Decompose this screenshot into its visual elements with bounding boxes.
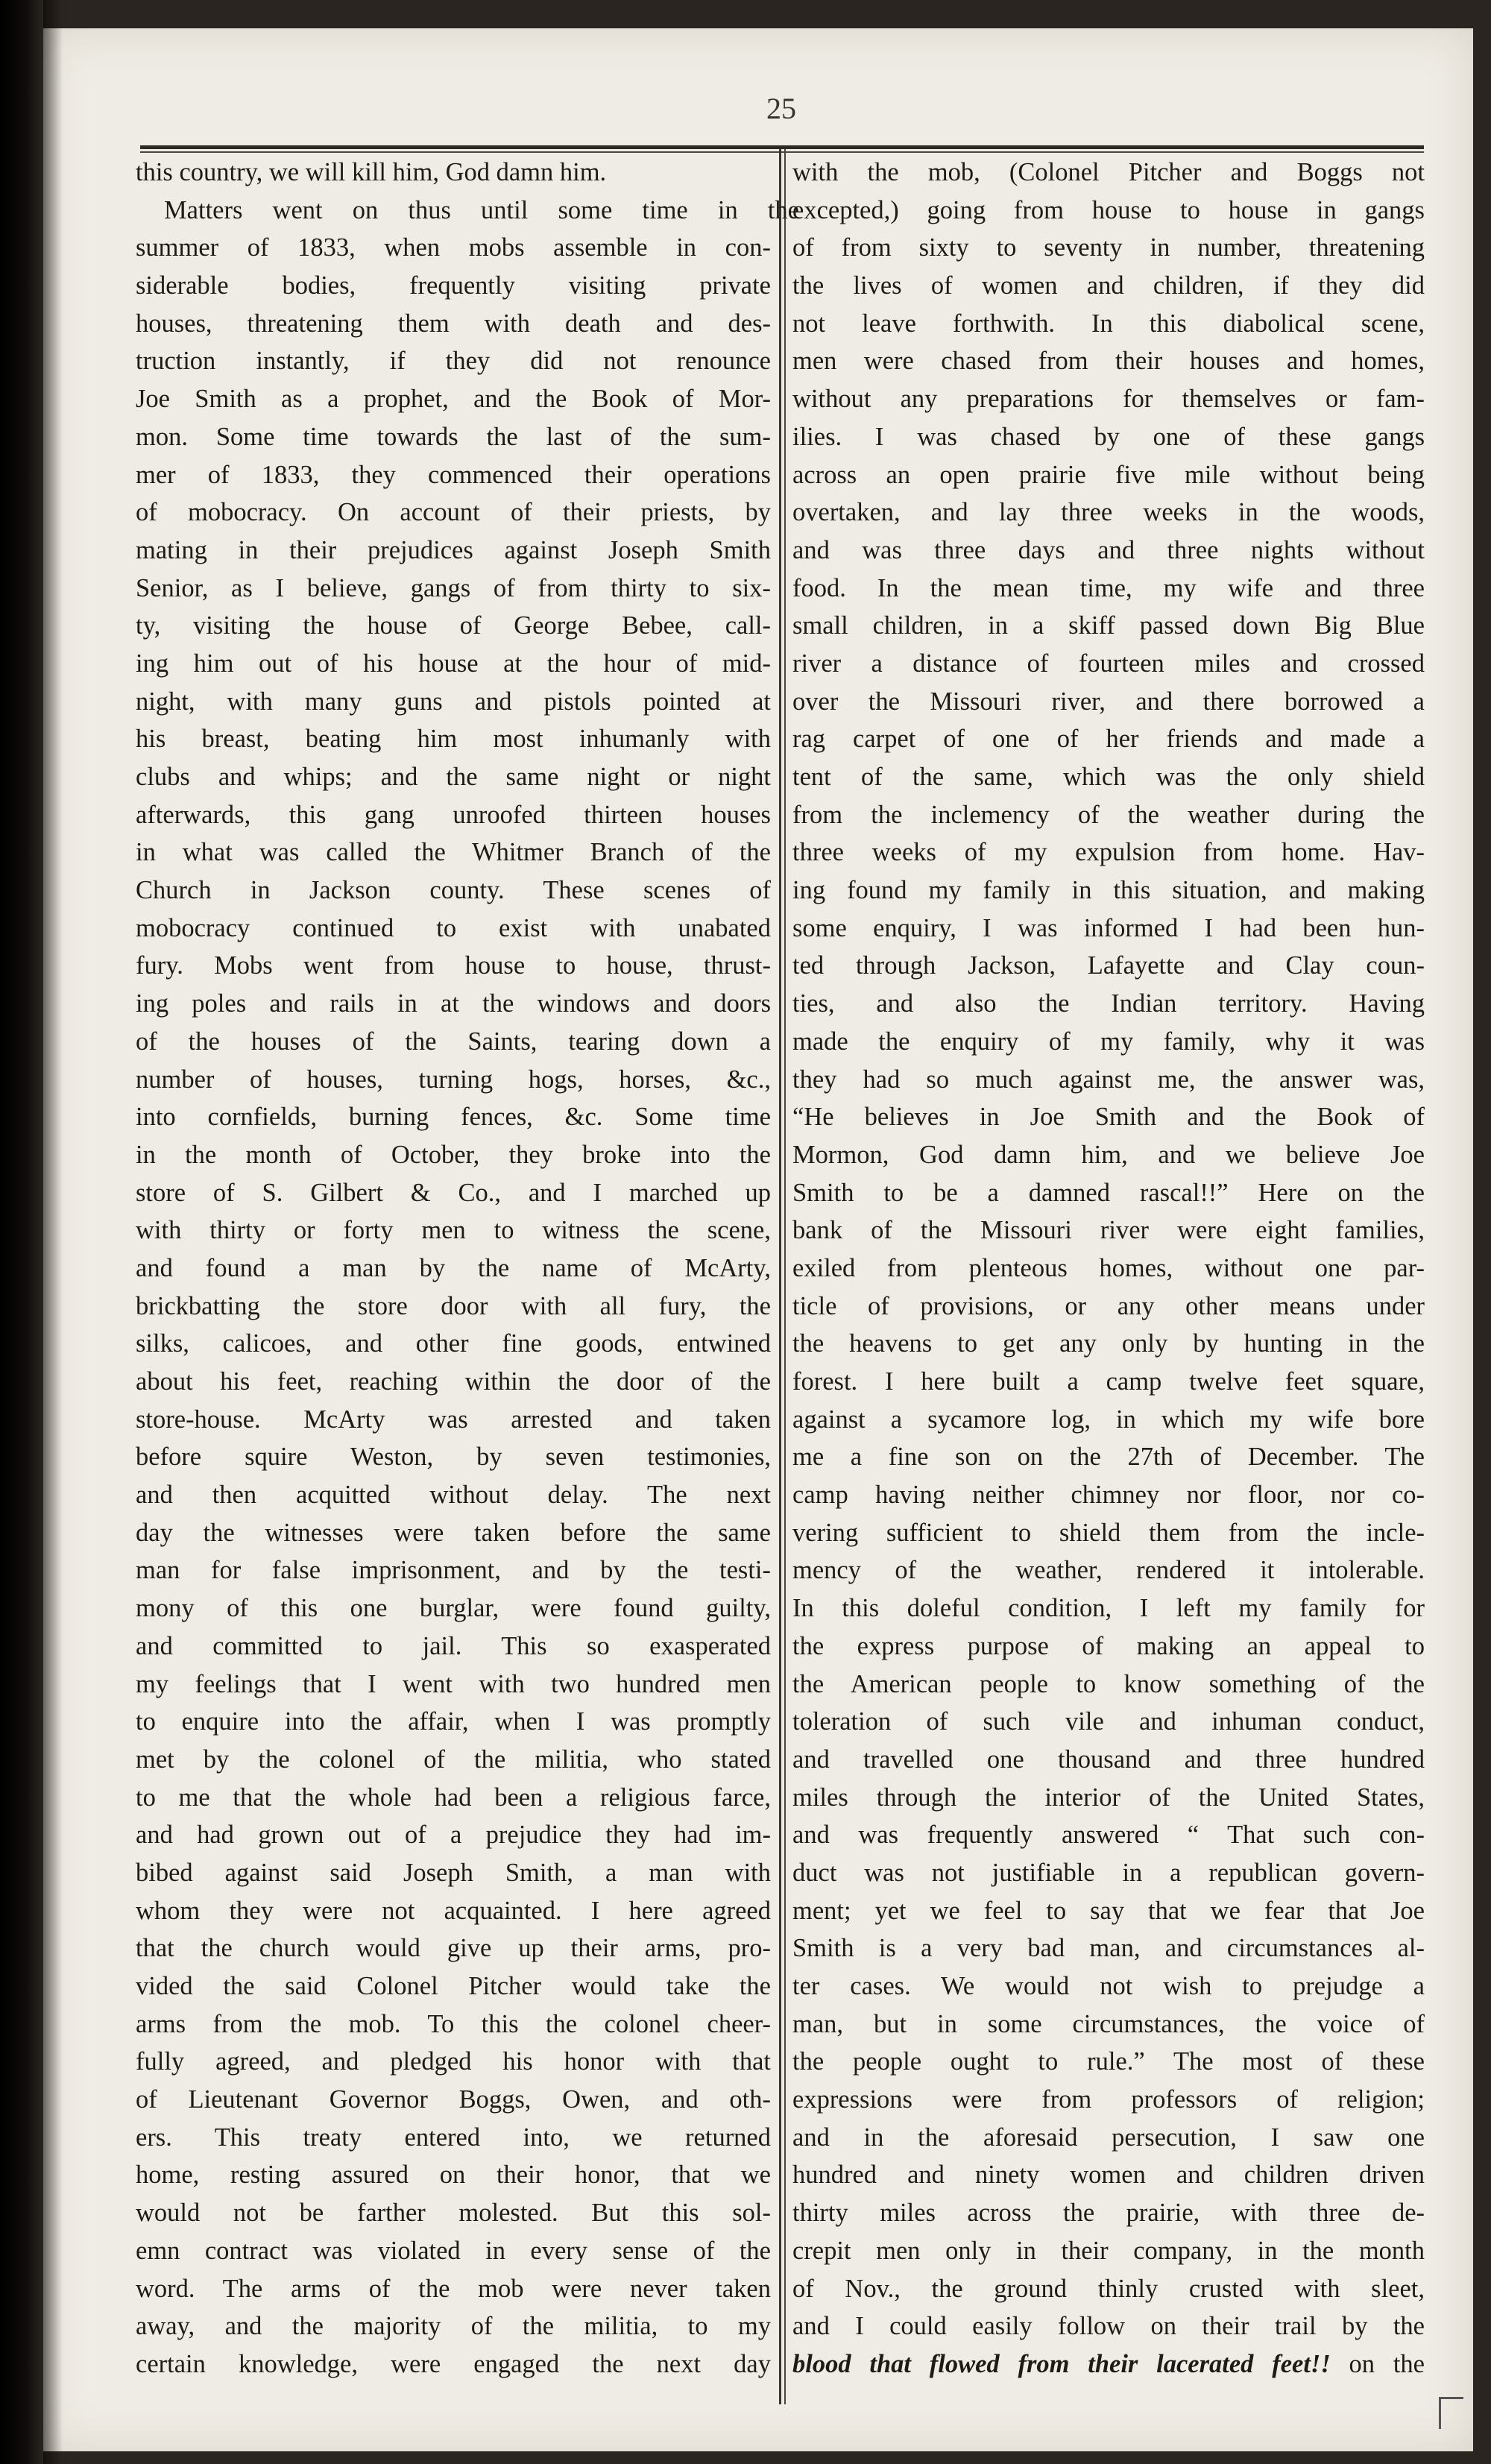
text-line: exiled from plenteous homes, without one par- — [792, 1253, 1425, 1282]
text-line: Mormon, God damn him, and we believe Joe — [792, 1140, 1425, 1169]
text-line: siderable bodies, frequently visiting private — [136, 271, 771, 300]
text-line: mon. Some time towards the last of the sum- — [136, 422, 771, 451]
text-line: and then acquitted without delay. The next — [136, 1481, 771, 1510]
text-line: rag carpet of one of her friends and made a — [792, 725, 1425, 754]
text-line: Smith to be a damned rascal!!” Here on the — [792, 1178, 1425, 1207]
text-line: Church in Jackson county. These scenes of — [136, 876, 771, 905]
text-line: the people ought to rule.” The most of these — [792, 2047, 1425, 2076]
text-line: “He believes in Joe Smith and the Book of — [792, 1103, 1425, 1132]
column-divider-secondary — [784, 149, 786, 2404]
text-line: man for false imprisonment, and by the testi- — [136, 1556, 771, 1585]
text-line: from the inclemency of the weather during the — [792, 800, 1425, 829]
column-divider — [779, 149, 781, 2404]
text-line: would not be farther molested. But this sol- — [136, 2199, 771, 2228]
text-line: day the witnesses were taken before the same — [136, 1518, 771, 1547]
text-line: ted through Jackson, Lafayette and Clay coun- — [792, 951, 1425, 980]
text-line: some enquiry, I was informed I had been hun- — [792, 913, 1425, 942]
text-line: without any preparations for themselves or fam- — [792, 385, 1425, 414]
text-line: fully agreed, and pledged his honor with that — [136, 2047, 771, 2076]
text-line: bibed against said Joseph Smith, a man with — [136, 1858, 771, 1887]
text-line: the American people to know something of the — [792, 1669, 1425, 1698]
text-line: ilies. I was chased by one of these gangs — [792, 422, 1425, 451]
text-line: overtaken, and lay three weeks in the woods, — [792, 498, 1425, 527]
text-line: my feelings that I went with two hundred men — [136, 1669, 771, 1698]
text-line: and found a man by the name of McArty, — [136, 1253, 771, 1282]
text-line: against a sycamore log, in which my wife bore — [792, 1405, 1425, 1434]
page-number: 25 — [766, 92, 796, 125]
text-line: and travelled one thousand and three hundred — [792, 1745, 1425, 1774]
text-line: me a fine son on the 27th of December. The — [792, 1443, 1425, 1472]
text-line: home, resting assured on their honor, that we — [136, 2161, 771, 2190]
text-line: Matters went on thus until some time in the — [164, 195, 799, 224]
text-line: small children, in a skiff passed down Big Blue — [792, 611, 1425, 640]
text-line: mony of this one burglar, were found guilty, — [136, 1594, 771, 1623]
text-line: tent of the same, which was the only shield — [792, 763, 1425, 791]
text-line: word. The arms of the mob were never taken — [136, 2274, 771, 2303]
text-line: vering sufficient to shield them from the incle- — [792, 1518, 1425, 1547]
text-line: Senior, as I believe, gangs of from thirty to six- — [136, 573, 771, 602]
text-line: expressions were from professors of religion; — [792, 2085, 1425, 2114]
text-line: camp having neither chimney nor floor, nor co- — [792, 1481, 1425, 1510]
text-line: three weeks of my expulsion from home. Hav- — [792, 838, 1425, 867]
text-line: miles through the interior of the United States, — [792, 1783, 1425, 1812]
text-line: ing him out of his house at the hour of mid- — [136, 649, 771, 678]
book-binding-edge — [0, 0, 43, 2464]
text-line: vided the said Colonel Pitcher would take the — [136, 1972, 771, 2000]
text-line: brickbatting the store door with all fury, the — [136, 1291, 771, 1320]
text-line: of from sixty to seventy in number, threatening — [792, 233, 1425, 262]
text-line: food. In the mean time, my wife and three — [792, 573, 1425, 602]
text-line: not leave forthwith. In this diabolical scene, — [792, 309, 1425, 338]
text-line: and had grown out of a prejudice they had im- — [136, 1821, 771, 1850]
text-line: thirty miles across the prairie, with three de- — [792, 2199, 1425, 2228]
text-line: ment; yet we feel to say that we fear that Joe — [792, 1896, 1425, 1925]
corner-mark — [1439, 2397, 1463, 2429]
header-rule — [140, 145, 1424, 149]
text-line: ter cases. We would not wish to prejudge a — [792, 1972, 1425, 2000]
text-line: river a distance of fourteen miles and crossed — [792, 649, 1425, 678]
text-line: emn contract was violated in every sense of the — [136, 2236, 771, 2265]
text-line: and committed to jail. This so exasperated — [136, 1631, 771, 1660]
left-text-column — [136, 154, 799, 2390]
text-line: whom they were not acquainted. I here agreed — [136, 1896, 771, 1925]
text-line: with thirty or forty men to witness the scene, — [136, 1216, 771, 1245]
gutter-shadow — [43, 0, 63, 2464]
text-line-final — [792, 2345, 1425, 2383]
text-line: man, but in some circumstances, the voice of — [792, 2009, 1425, 2038]
text-line: clubs and whips; and the same night or night — [136, 763, 771, 791]
text-line: the lives of women and children, if they did — [792, 271, 1425, 300]
text-line: of Lieutenant Governor Boggs, Owen, and oth- — [136, 2085, 771, 2114]
text-line: and was frequently answered “ That such con- — [792, 1821, 1425, 1850]
text-line: bank of the Missouri river were eight families, — [792, 1216, 1425, 1245]
text-line: houses, threatening them with death and des- — [136, 309, 771, 338]
text-line: In this doleful condition, I left my family for — [792, 1594, 1425, 1623]
text-line: and in the aforesaid persecution, I saw one — [792, 2123, 1425, 2152]
text-line: Joe Smith as a prophet, and the Book of Mor- — [136, 385, 771, 414]
text-line: mer of 1833, they commenced their operations — [136, 460, 771, 489]
text-line: duct was not justifiable in a republican govern- — [792, 1858, 1425, 1887]
text-line: mency of the weather, rendered it intolerable. — [792, 1556, 1425, 1585]
right-text-column — [792, 154, 1425, 2390]
text-line: ing found my family in this situation, and making — [792, 876, 1425, 905]
text-line: his breast, beating him most inhumanly with — [136, 725, 771, 754]
text-line: they had so much against me, the answer was, — [792, 1065, 1425, 1094]
text-line: silks, calicoes, and other fine goods, entwined — [136, 1329, 771, 1358]
text-line: before squire Weston, by seven testimonies, — [136, 1443, 771, 1472]
text-line: afterwards, this gang unroofed thirteen houses — [136, 800, 771, 829]
text-line: in the month of October, they broke into the — [136, 1140, 771, 1169]
text-line: arms from the mob. To this the colonel cheer- — [136, 2009, 771, 2038]
text-line: store of S. Gilbert & Co., and I marched up — [136, 1178, 771, 1207]
text-line: the heavens to get any only by hunting in the — [792, 1329, 1425, 1358]
text-line: hundred and ninety women and children driven — [792, 2161, 1425, 2190]
text-line: night, with many guns and pistols pointed at — [136, 687, 771, 716]
final-line-tail: on the — [1330, 2349, 1425, 2378]
text-line: number of houses, turning hogs, horses, &c., — [136, 1065, 771, 1094]
header-rule-thin — [140, 151, 1424, 153]
text-line: ties, and also the Indian territory. Having — [792, 989, 1425, 1018]
text-line: to me that the whole had been a religious farce, — [136, 1783, 771, 1812]
text-line: summer of 1833, when mobs assemble in con- — [136, 233, 771, 262]
text-line: over the Missouri river, and there borrowed a — [792, 687, 1425, 716]
text-line: that the church would give up their arms, pro- — [136, 1934, 771, 1963]
text-line: with the mob, (Colonel Pitcher and Boggs not — [792, 158, 1425, 186]
text-line: and I could easily follow on their trail by the — [792, 2312, 1425, 2341]
text-line: ers. This treaty entered into, we returned — [136, 2123, 771, 2152]
text-line: ing poles and rails in at the windows and doors — [136, 989, 771, 1018]
text-line: met by the colonel of the militia, who stated — [136, 1745, 771, 1774]
text-line: ty, visiting the house of George Bebee, call- — [136, 611, 771, 640]
text-line: about his feet, reaching within the door of the — [136, 1367, 771, 1396]
text-line: toleration of such vile and inhuman conduct, — [792, 1707, 1425, 1736]
text-line: of Nov., the ground thinly crusted with sleet, — [792, 2274, 1425, 2303]
text-line: into cornfields, burning fences, &c. Some time — [136, 1103, 771, 1132]
text-line: store-house. McArty was arrested and taken — [136, 1405, 771, 1434]
text-line: mating in their prejudices against Joseph Smith — [136, 535, 771, 564]
text-line: Smith is a very bad man, and circumstances al- — [792, 1934, 1425, 1963]
italic-emphasis: blood that flowed from their lacerated feet!! — [792, 2349, 1331, 2378]
text-line: this country, we will kill him, God damn him. — [136, 158, 607, 186]
text-line: in what was called the Whitmer Branch of the — [136, 838, 771, 867]
text-line: crepit men only in their company, in the month — [792, 2236, 1425, 2265]
text-line: across an open prairie five mile without being — [792, 460, 1425, 489]
text-line: truction instantly, if they did not renounce — [136, 347, 771, 376]
text-line: certain knowledge, were engaged the next day — [136, 2349, 771, 2378]
text-line: excepted,) going from house to house in gangs — [792, 195, 1425, 224]
text-line: and was three days and three nights without — [792, 535, 1425, 564]
text-line: men were chased from their houses and homes, — [792, 347, 1425, 376]
text-line: ticle of provisions, or any other means under — [792, 1291, 1425, 1320]
text-line: of mobocracy. On account of their priests, by — [136, 498, 771, 527]
text-line: to enquire into the affair, when I was promptly — [136, 1707, 771, 1736]
text-line: made the enquiry of my family, why it was — [792, 1027, 1425, 1056]
text-line: fury. Mobs went from house to house, thrust- — [136, 951, 771, 980]
text-line: the express purpose of making an appeal to — [792, 1631, 1425, 1660]
text-line: mobocracy continued to exist with unabated — [136, 913, 771, 942]
text-line: of the houses of the Saints, tearing down a — [136, 1027, 771, 1056]
text-line: forest. I here built a camp twelve feet square, — [792, 1367, 1425, 1396]
text-line: away, and the majority of the militia, to my — [136, 2312, 771, 2341]
